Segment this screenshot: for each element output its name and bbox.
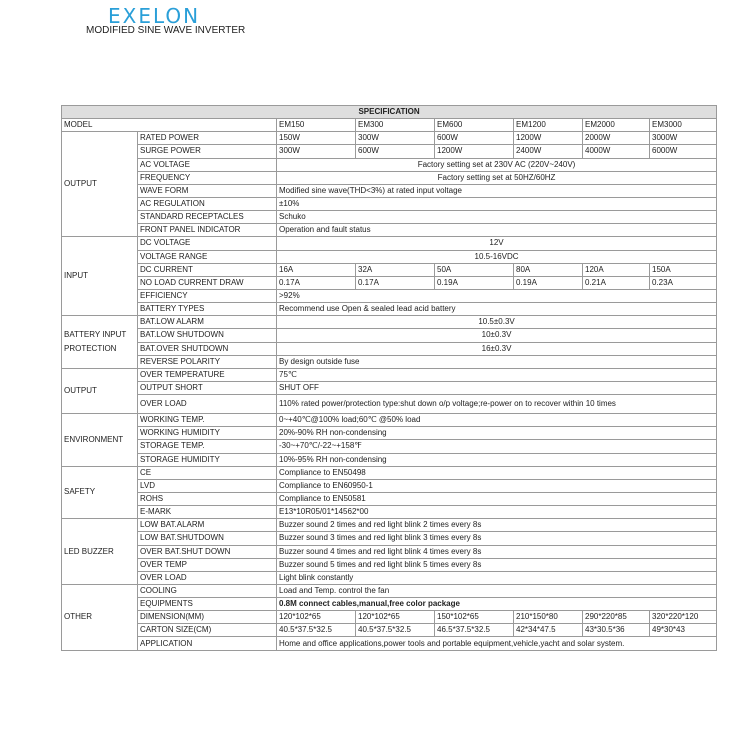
row-label: STORAGE HUMIDITY (138, 453, 277, 466)
table-row (62, 211, 717, 224)
spanning-value-cell: Home and office applications,power tools and portable equipment,vehicle,yacht and solar system. (277, 637, 717, 650)
row-label: DC CURRENT (138, 263, 277, 276)
table-row (62, 466, 717, 479)
row-label: EFFICIENCY (138, 289, 277, 302)
value-cell: 50A (435, 263, 514, 276)
section-category: OUTPUT (62, 132, 138, 237)
value-cell: 0.19A (514, 276, 583, 289)
value-cell: 1200W (514, 132, 583, 145)
spanning-value-cell: ±10% (277, 197, 717, 210)
table-row (62, 545, 717, 558)
value-cell: 42*34*47.5 (514, 624, 583, 637)
table-row (62, 303, 717, 316)
spanning-value-cell: Recommend use Open & sealed lead acid battery (277, 303, 717, 316)
row-label: RATED POWER (138, 132, 277, 145)
row-label: STANDARD RECEPTACLES (138, 211, 277, 224)
spanning-value-cell: Buzzer sound 5 times and red light blink 5 times every 8s (277, 558, 717, 571)
table-row (62, 329, 717, 342)
section-category: LED BUZZER (62, 519, 138, 585)
table-row (62, 479, 717, 492)
value-cell: 49*30*43 (650, 624, 717, 637)
model-row (62, 119, 717, 132)
row-label: OVER TEMP (138, 558, 277, 571)
value-cell: 150*102*65 (435, 611, 514, 624)
value-cell: 320*220*120 (650, 611, 717, 624)
spanning-value-cell: 10.5±0.3V (277, 316, 717, 329)
row-label: OVER TEMPERATURE (138, 368, 277, 381)
table-row (62, 453, 717, 466)
spanning-value-cell: 12V (277, 237, 717, 250)
table-row (62, 414, 717, 427)
value-cell: 600W (435, 132, 514, 145)
value-cell: 6000W (650, 145, 717, 158)
value-cell: 3000W (650, 132, 717, 145)
spanning-value-cell: 110% rated power/protection type:shut down o/p voltage;re-power on to recover within 10 times (277, 395, 717, 414)
row-label: AC VOLTAGE (138, 158, 277, 171)
row-label: WORKING TEMP. (138, 414, 277, 427)
value-cell: 40.5*37.5*32.5 (356, 624, 435, 637)
spanning-value-cell: Factory setting set at 230V AC (220V~240V) (277, 158, 717, 171)
table-row (62, 598, 717, 611)
value-cell: 120*102*65 (277, 611, 356, 624)
row-label: CARTON SIZE(CM) (138, 624, 277, 637)
row-label: BAT.LOW ALARM (138, 316, 277, 329)
table-row (62, 224, 717, 237)
value-cell: 210*150*80 (514, 611, 583, 624)
table-row (62, 276, 717, 289)
value-cell: 300W (356, 132, 435, 145)
spanning-value-cell: E13*10R05/01*14562*00 (277, 506, 717, 519)
row-label: BATTERY TYPES (138, 303, 277, 316)
value-cell: 46.5*37.5*32.5 (435, 624, 514, 637)
value-cell: 80A (514, 263, 583, 276)
table-row (62, 316, 717, 329)
spanning-value-cell: 16±0.3V (277, 342, 717, 355)
table-row (62, 145, 717, 158)
table-row (62, 584, 717, 597)
model-cell: EM150 (277, 119, 356, 132)
value-cell: 43*30.5*36 (583, 624, 650, 637)
table-row (62, 289, 717, 302)
row-label: FREQUENCY (138, 171, 277, 184)
value-cell: 120A (583, 263, 650, 276)
row-label: VOLTAGE RANGE (138, 250, 277, 263)
spanning-value-cell: -30~+70℃/-22~+158℉ (277, 440, 717, 453)
row-label: E-MARK (138, 506, 277, 519)
value-cell: 2000W (583, 132, 650, 145)
row-label: OVER LOAD (138, 395, 277, 414)
spanning-value-cell: SHUT OFF (277, 381, 717, 394)
row-label: BAT.LOW SHUTDOWN (138, 329, 277, 342)
product-tagline: MODIFIED SINE WAVE INVERTER (86, 25, 246, 36)
value-cell: 150A (650, 263, 717, 276)
spanning-value-cell: Buzzer sound 3 times and red light blink 3 times every 8s (277, 532, 717, 545)
value-cell: 120*102*65 (356, 611, 435, 624)
value-cell: 4000W (583, 145, 650, 158)
model-cell: EM3000 (650, 119, 717, 132)
table-row (62, 171, 717, 184)
row-label: LOW BAT.ALARM (138, 519, 277, 532)
value-cell: 150W (277, 132, 356, 145)
value-cell: 300W (277, 145, 356, 158)
value-cell: 600W (356, 145, 435, 158)
model-cell: EM300 (356, 119, 435, 132)
spanning-value-cell: 10%-95% RH non-condensing (277, 453, 717, 466)
spanning-value-cell: Operation and fault status (277, 224, 717, 237)
row-label: NO LOAD CURRENT DRAW (138, 276, 277, 289)
model-label: MODEL (62, 119, 277, 132)
value-cell: 0.17A (277, 276, 356, 289)
model-cell: EM1200 (514, 119, 583, 132)
row-label: LVD (138, 479, 277, 492)
spanning-value-cell: By design outside fuse (277, 355, 717, 368)
spanning-value-cell: Load and Temp. control the fan (277, 584, 717, 597)
section-category: OUTPUT (62, 368, 138, 413)
value-cell: 2400W (514, 145, 583, 158)
value-cell: 290*220*85 (583, 611, 650, 624)
table-row (62, 637, 717, 650)
row-label: REVERSE POLARITY (138, 355, 277, 368)
table-row (62, 506, 717, 519)
row-label: DC VOLTAGE (138, 237, 277, 250)
spanning-value-cell: 10±0.3V (277, 329, 717, 342)
value-cell: 0.23A (650, 276, 717, 289)
row-label: OUTPUT SHORT (138, 381, 277, 394)
row-label: SURGE POWER (138, 145, 277, 158)
section-category: SAFETY (62, 466, 138, 519)
spanning-value-cell: Schuko (277, 211, 717, 224)
spanning-value-cell: 0.8M connect cables,manual,free color package (277, 598, 717, 611)
value-cell: 16A (277, 263, 356, 276)
value-cell: 32A (356, 263, 435, 276)
table-title-row (62, 106, 717, 119)
specification-table (61, 105, 717, 651)
table-row (62, 427, 717, 440)
spanning-value-cell: 75℃ (277, 368, 717, 381)
table-row (62, 368, 717, 381)
table-row (62, 558, 717, 571)
table-row (62, 250, 717, 263)
value-cell: 0.19A (435, 276, 514, 289)
row-label: FRONT PANEL INDICATOR (138, 224, 277, 237)
model-cell: EM2000 (583, 119, 650, 132)
spanning-value-cell: Modified sine wave(THD<3%) at rated input voltage (277, 184, 717, 197)
spanning-value-cell: Compliance to EN50498 (277, 466, 717, 479)
row-label: BAT.OVER SHUTDOWN (138, 342, 277, 355)
model-cell: EM600 (435, 119, 514, 132)
table-row (62, 492, 717, 505)
row-label: AC REGULATION (138, 197, 277, 210)
table-row (62, 342, 717, 355)
table-row (62, 440, 717, 453)
table-row (62, 158, 717, 171)
spanning-value-cell: Buzzer sound 2 times and red light blink 2 times every 8s (277, 519, 717, 532)
table-row (62, 237, 717, 250)
row-label: APPLICATION (138, 637, 277, 650)
spanning-value-cell: Compliance to EN60950-1 (277, 479, 717, 492)
row-label: WORKING HUMIDITY (138, 427, 277, 440)
row-label: DIMENSION(MM) (138, 611, 277, 624)
row-label: ROHS (138, 492, 277, 505)
table-row (62, 197, 717, 210)
table-row (62, 532, 717, 545)
table-row (62, 184, 717, 197)
row-label: WAVE FORM (138, 184, 277, 197)
section-category: OTHER (62, 584, 138, 650)
value-cell: 0.21A (583, 276, 650, 289)
row-label: OVER BAT.SHUT DOWN (138, 545, 277, 558)
table-row (62, 519, 717, 532)
table-row (62, 571, 717, 584)
section-category: ENVIRONMENT (62, 414, 138, 467)
spanning-value-cell: >92% (277, 289, 717, 302)
spanning-value-cell: Compliance to EN50581 (277, 492, 717, 505)
table-title: SPECIFICATION (62, 106, 717, 119)
table-row (62, 611, 717, 624)
table-row (62, 395, 717, 414)
table-row (62, 263, 717, 276)
value-cell: 1200W (435, 145, 514, 158)
spanning-value-cell: Light blink constantly (277, 571, 717, 584)
value-cell: 0.17A (356, 276, 435, 289)
spanning-value-cell: 20%-90% RH non-condensing (277, 427, 717, 440)
brand-logo: EXELON (108, 4, 201, 28)
table-row (62, 132, 717, 145)
spanning-value-cell: Buzzer sound 4 times and red light blink 4 times every 8s (277, 545, 717, 558)
row-label: LOW BAT.SHUTDOWN (138, 532, 277, 545)
section-category: INPUT (62, 237, 138, 316)
spanning-value-cell: 0~+40℃@100% load;60℃ @50% load (277, 414, 717, 427)
row-label: EQUIPMENTS (138, 598, 277, 611)
spanning-value-cell: Factory setting set at 50HZ/60HZ (277, 171, 717, 184)
row-label: CE (138, 466, 277, 479)
row-label: COOLING (138, 584, 277, 597)
value-cell: 40.5*37.5*32.5 (277, 624, 356, 637)
row-label: OVER LOAD (138, 571, 277, 584)
table-row (62, 381, 717, 394)
section-category: BATTERY INPUT PROTECTION (62, 316, 138, 369)
table-row (62, 355, 717, 368)
spanning-value-cell: 10.5-16VDC (277, 250, 717, 263)
table-row (62, 624, 717, 637)
row-label: STORAGE TEMP. (138, 440, 277, 453)
